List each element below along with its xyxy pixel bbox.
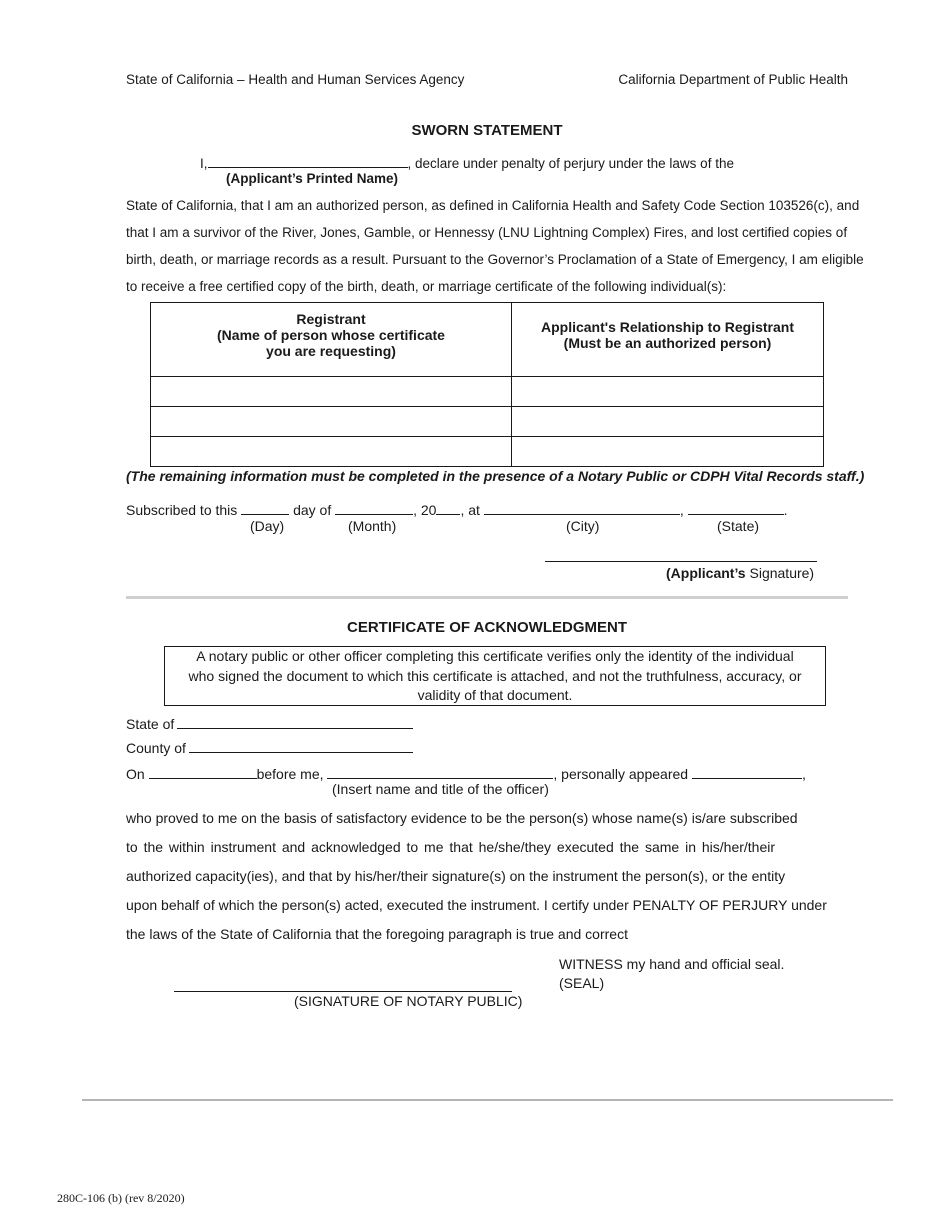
county-of-field[interactable] (189, 738, 413, 753)
city-comma: , (679, 502, 684, 518)
subscribed-prefix: Subscribed to this (126, 502, 238, 518)
county-of-line (126, 738, 413, 756)
certificate-paragraph-line-1: who proved to me on the basis of satisfactory evidence to be the person(s) whose name(s) is/are subscribed (126, 810, 798, 826)
state-field[interactable] (688, 500, 784, 515)
state-period: . (783, 502, 788, 518)
sworn-paragraph-line-2: that I am a survivor of the River, Jones, Gamble, or Hennessy (LNU Lightning Complex) Fires, and lost certified copies of (126, 225, 848, 240)
at-text: , at (460, 502, 480, 518)
sworn-paragraph-line-3: birth, death, or marriage records as a result. Pursuant to the Governor’s Proclamation of a State of Emergency, I am eligible (126, 252, 864, 267)
personally-appeared-label: , personally appeared (553, 766, 689, 782)
applicant-printed-name-field[interactable] (208, 153, 408, 168)
certificate-paragraph-line-3: authorized capacity(ies), and that by his/her/their signature(s) on the instrument the person(s), or the entity (126, 868, 786, 884)
applicant-signature-caption-bold: (Applicant’s (666, 565, 746, 581)
state-of-field[interactable] (177, 714, 413, 729)
state-caption: (State) (717, 518, 760, 534)
declare-text: , declare under penalty of perjury under the laws of the (407, 156, 734, 171)
relationship-cell[interactable] (512, 377, 824, 407)
relationship-header-line-1: Applicant's Relationship to Registrant (540, 319, 795, 335)
state-of-line (126, 714, 413, 732)
state-of-label: State of (126, 716, 175, 732)
day-of-text: day of (293, 502, 332, 518)
agency-left: State of California – Health and Human Services Agency (126, 72, 465, 87)
appeared-trailing-comma: , (801, 766, 806, 782)
officer-caption: (Insert name and title of the officer) (332, 781, 549, 797)
sworn-paragraph-line-1: State of California, that I am an authorized person, as defined in California Health and Safety Code Section 103526(c), and (126, 198, 860, 213)
registrant-header-line-1: Registrant (296, 311, 366, 327)
month-field[interactable] (335, 500, 413, 515)
registrant-name-cell[interactable] (151, 377, 512, 407)
relationship-header-line-2: (Must be an authorized person) (563, 335, 772, 351)
day-field[interactable] (241, 500, 289, 515)
appeared-name-field[interactable] (692, 764, 802, 779)
month-caption: (Month) (348, 518, 397, 534)
footer-divider (82, 1099, 893, 1101)
applicant-name-caption: (Applicant’s Printed Name) (226, 171, 399, 186)
county-of-label: County of (126, 740, 186, 756)
seal-text: (SEAL) (559, 975, 605, 991)
applicant-signature-line[interactable] (545, 561, 817, 562)
notice-line-3: validity of that document. (417, 687, 573, 703)
witness-text: WITNESS my hand and official seal. (559, 956, 785, 972)
registrant-column-header (151, 303, 512, 377)
relationship-column-header (512, 303, 824, 377)
table-row (151, 437, 824, 467)
agency-right: California Department of Public Health (618, 72, 848, 87)
subscribed-line (126, 500, 788, 518)
table-row (151, 407, 824, 437)
relationship-cell[interactable] (512, 407, 824, 437)
registrant-header-line-2: (Name of person whose certificate (217, 327, 445, 343)
before-me-label: before me, (256, 766, 324, 782)
on-before-me-line (126, 764, 806, 782)
applicant-signature-caption-rest: Signature) (745, 565, 815, 581)
on-label: On (126, 766, 145, 782)
certificate-paragraph-line-4: upon behalf of which the person(s) acted, executed the instrument. I certify under PENALTY OF PERJURY under (126, 897, 827, 913)
applicant-signature-caption (666, 565, 814, 581)
day-caption: (Day) (250, 518, 285, 534)
relationship-cell[interactable] (512, 437, 824, 467)
registrant-name-cell[interactable] (151, 437, 512, 467)
city-caption: (City) (566, 518, 600, 534)
notary-presence-note: (The remaining information must be completed in the presence of a Notary Public or CDPH Vital Records staff.) (126, 468, 865, 484)
year-prefix: , 20 (413, 502, 437, 518)
certificate-paragraph-line-2: to the within instrument and acknowledged to me that he/she/they executed the same in his/her/their (126, 839, 776, 855)
applicant-name-line (200, 153, 734, 171)
registrant-header-line-3: you are requesting) (266, 343, 396, 359)
date-field[interactable] (149, 764, 257, 779)
certificate-notice-box (164, 646, 826, 706)
year-field[interactable] (436, 500, 460, 515)
i-prefix: I, (200, 156, 208, 171)
form-id: 280C-106 (b) (rev 8/2020) (57, 1191, 185, 1205)
table-row (151, 377, 824, 407)
certificate-paragraph-line-5: the laws of the State of California that the foregoing paragraph is true and correct (126, 926, 628, 942)
certificate-title: CERTIFICATE OF ACKNOWLEDGMENT (347, 619, 627, 636)
registrant-name-cell[interactable] (151, 407, 512, 437)
sworn-statement-title: SWORN STATEMENT (411, 122, 563, 139)
sworn-paragraph-line-4: to receive a free certified copy of the birth, death, or marriage certificate of the following individual(s): (126, 279, 727, 294)
registrant-table (150, 302, 824, 467)
city-field[interactable] (484, 500, 680, 515)
section-divider (126, 596, 848, 599)
officer-name-field[interactable] (327, 764, 553, 779)
notice-line-2: who signed the document to which this certificate is attached, and not the truthfulness, accuracy, or (188, 667, 802, 684)
notary-signature-caption: (SIGNATURE OF NOTARY PUBLIC) (294, 993, 523, 1009)
notice-line-1: A notary public or other officer completing this certificate verifies only the identity of the individual (196, 648, 794, 664)
notary-signature-line[interactable] (174, 991, 512, 992)
